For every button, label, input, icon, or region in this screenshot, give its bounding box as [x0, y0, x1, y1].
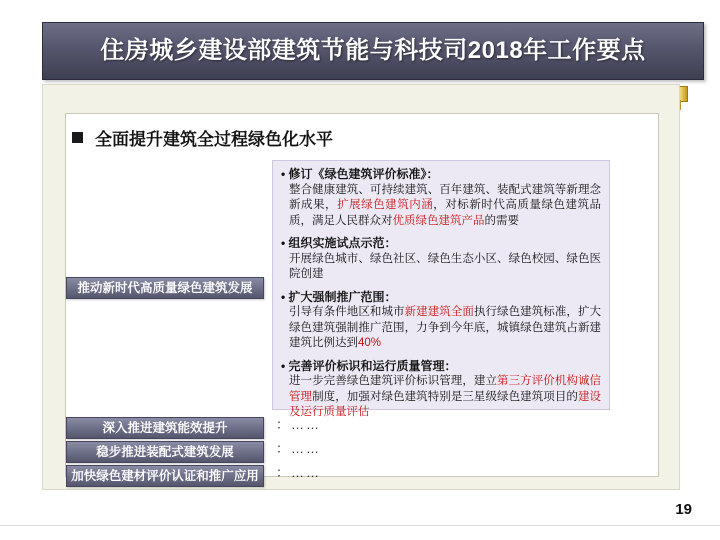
- content-item: [281, 236, 601, 283]
- content-text-run: 扩展绿色建筑内涵: [337, 199, 434, 211]
- content-text-run: 引导有条件地区和城市: [289, 306, 405, 318]
- content-detail-box: [272, 160, 610, 418]
- dots-row-1: ：……: [276, 417, 322, 432]
- page-number: 19: [675, 501, 692, 518]
- content-item-heading: • 修订《绿色建筑评价标准》：: [281, 167, 439, 181]
- content-text-run: 第三方评价机构诚信管理: [289, 375, 602, 403]
- content-item-heading: • 完善评价标识和运行质量管理：: [281, 358, 457, 373]
- content-text-run: 整合健康建筑、可持续建筑、百年建筑、装配式建筑等新理念新成果，: [289, 183, 601, 211]
- content-text-run: 进一步完善绿色建筑评价标识管理，建立: [289, 375, 498, 387]
- section-heading: [72, 125, 333, 150]
- topic-button-energy-efficiency[interactable]: 深入推进建筑能效提升: [66, 417, 264, 439]
- topic-button-green-building[interactable]: 推动新时代高质量绿色建筑发展: [66, 277, 264, 299]
- content-item: [281, 167, 601, 229]
- content-text-run: 优质绿色建筑产品: [392, 214, 485, 227]
- content-item: [281, 290, 601, 352]
- content-text-run: 建设及运行质量评估: [289, 390, 602, 418]
- content-item: [281, 359, 601, 421]
- content-text-run: 40%: [358, 337, 382, 349]
- content-item-body: [281, 305, 601, 352]
- content-item-body: [281, 252, 601, 283]
- topic-button-green-materials[interactable]: 加快绿色建材评价认证和推广应用: [66, 465, 264, 487]
- dots-row-3: ：……: [276, 465, 322, 480]
- content-text-run: 的需要: [484, 214, 519, 227]
- topic-button-prefabricated[interactable]: 稳步推进装配式建筑发展: [66, 441, 264, 463]
- dots-row-2: ：……: [276, 441, 322, 456]
- content-text-run: 开展绿色城市、绿色社区、绿色生态小区、绿色校园、绿色医院创建: [289, 252, 601, 280]
- page-title: 住房城乡建设部建筑节能与科技司2018年工作要点: [100, 37, 646, 64]
- slide-title-bar: [42, 22, 704, 80]
- content-item-body: [281, 374, 601, 421]
- section-heading-label: 全面提升建筑全过程绿色化水平: [95, 130, 333, 149]
- content-item-heading: • 扩大强制推广范围：: [281, 289, 397, 304]
- content-text-run: ，对标新时代高质量绿色建筑品质，满足人民群众对: [289, 199, 602, 227]
- footer-divider: [0, 525, 720, 526]
- content-item-heading: • 组织实施试点示范：: [281, 236, 397, 250]
- content-item-body: [281, 183, 601, 230]
- content-text-run: 新建建筑全面: [404, 306, 474, 318]
- content-text-run: 制度，加强对绿色建筑特别是三星级绿色建筑项目的: [312, 390, 578, 403]
- content-text-run: 执行绿色建筑标准，扩大绿色建筑强制推广范围，力争到今年底，城镇绿色建筑占新建建筑比例达到: [289, 306, 602, 349]
- square-bullet-icon: [72, 132, 83, 143]
